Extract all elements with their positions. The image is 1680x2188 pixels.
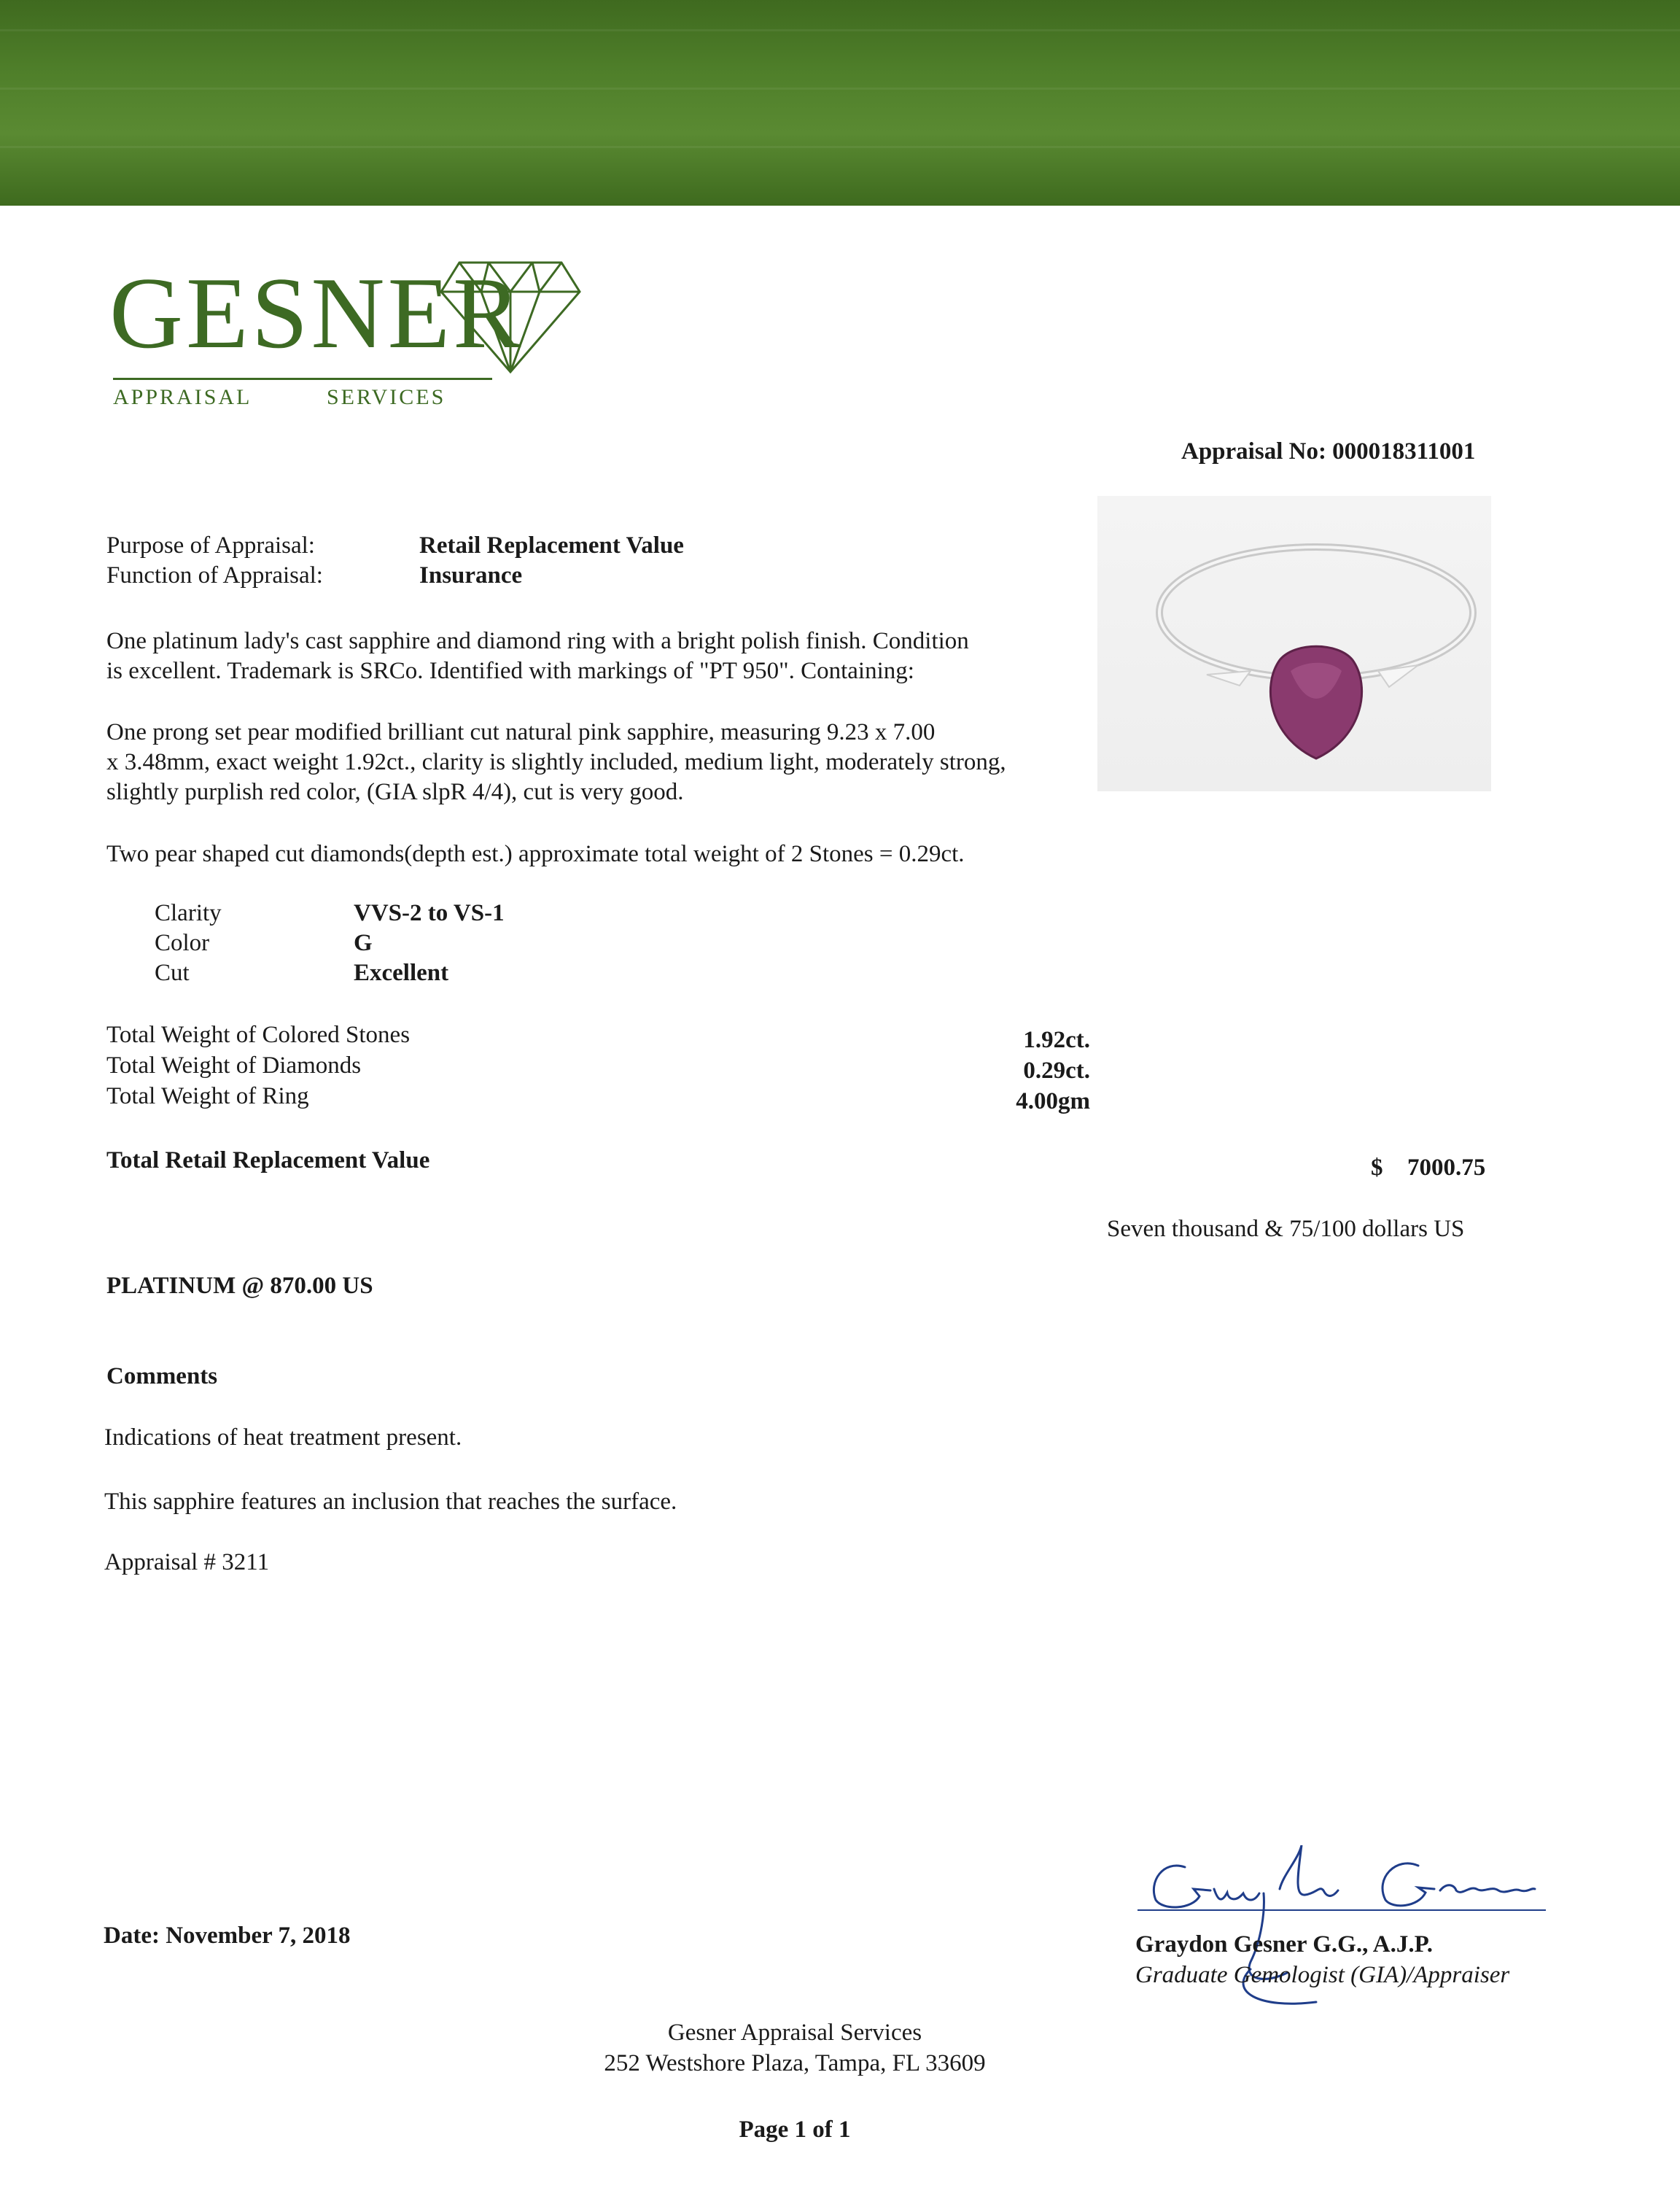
purpose-value: Retail Replacement Value bbox=[419, 532, 684, 559]
logo-sub-appraisal: APPRAISAL bbox=[113, 385, 252, 409]
description-line: slightly purplish red color, (GIA slpR 4/4), cut is very good. bbox=[106, 779, 684, 805]
signature-rule bbox=[1138, 1909, 1546, 1911]
footer-company: Gesner Appraisal Services bbox=[667, 2020, 922, 2046]
total-currency: $ bbox=[1371, 1155, 1383, 1181]
signer-name: Graydon Gesner G.G., A.J.P. bbox=[1135, 1931, 1433, 1958]
grade-label: Clarity bbox=[155, 900, 222, 926]
weight-value: 4.00gm bbox=[1016, 1088, 1090, 1114]
comment-line: Indications of heat treatment present. bbox=[104, 1424, 462, 1451]
diamond-icon bbox=[438, 255, 583, 379]
total-amount: 7000.75 bbox=[1407, 1155, 1486, 1181]
weight-value: 1.92ct. bbox=[1023, 1027, 1090, 1053]
function-label: Function of Appraisal: bbox=[106, 562, 323, 589]
grade-value: G bbox=[354, 930, 373, 956]
logo-wordmark: GESNER bbox=[109, 257, 524, 370]
header-band bbox=[0, 0, 1680, 206]
weight-label: Total Weight of Diamonds bbox=[106, 1052, 362, 1079]
ring-photo bbox=[1097, 496, 1491, 791]
total-label: Total Retail Replacement Value bbox=[106, 1147, 430, 1173]
description-line: x 3.48mm, exact weight 1.92ct., clarity is slightly included, medium light, moderately strong, bbox=[106, 749, 1006, 775]
grade-label: Cut bbox=[155, 960, 190, 986]
function-value: Insurance bbox=[419, 562, 523, 589]
weight-label: Total Weight of Ring bbox=[106, 1083, 309, 1109]
logo-rule bbox=[113, 378, 492, 380]
appraisal-number: Appraisal No: 000018311001 bbox=[1181, 438, 1476, 465]
comment-line: Appraisal # 3211 bbox=[104, 1549, 270, 1575]
grade-label: Color bbox=[155, 930, 210, 956]
page-number: Page 1 of 1 bbox=[739, 2117, 851, 2143]
description-line: One prong set pear modified brilliant cut natural pink sapphire, measuring 9.23 x 7.00 bbox=[106, 719, 936, 745]
description-line: Two pear shaped cut diamonds(depth est.) approximate total weight of 2 Stones = 0.29ct. bbox=[106, 841, 965, 867]
band-stripe bbox=[0, 146, 1680, 148]
appraisal-date: Date: November 7, 2018 bbox=[104, 1923, 351, 1949]
purpose-label: Purpose of Appraisal: bbox=[106, 532, 315, 559]
description-line: is excellent. Trademark is SRCo. Identified with markings of "PT 950". Containing: bbox=[106, 658, 914, 684]
weight-value: 0.29ct. bbox=[1023, 1058, 1090, 1084]
band-stripe bbox=[0, 29, 1680, 31]
ring-illustration bbox=[1097, 496, 1491, 791]
description-line: One platinum lady's cast sapphire and diamond ring with a bright polish finish. Condition bbox=[106, 628, 969, 654]
grade-value: Excellent bbox=[354, 960, 449, 986]
band-stripe bbox=[0, 88, 1680, 90]
platinum-price: PLATINUM @ 870.00 US bbox=[106, 1273, 373, 1299]
logo-sub-services: SERVICES bbox=[327, 385, 446, 409]
weight-label: Total Weight of Colored Stones bbox=[106, 1022, 411, 1048]
comment-line: This sapphire features an inclusion that reaches the surface. bbox=[104, 1489, 677, 1515]
comments-heading: Comments bbox=[106, 1363, 218, 1389]
signer-title: Graduate Gemologist (GIA)/Appraiser bbox=[1135, 1962, 1510, 1988]
footer-address: 252 Westshore Plaza, Tampa, FL 33609 bbox=[604, 2050, 986, 2076]
total-in-words: Seven thousand & 75/100 dollars US bbox=[1107, 1216, 1465, 1242]
grade-value: VVS-2 to VS-1 bbox=[354, 900, 505, 926]
